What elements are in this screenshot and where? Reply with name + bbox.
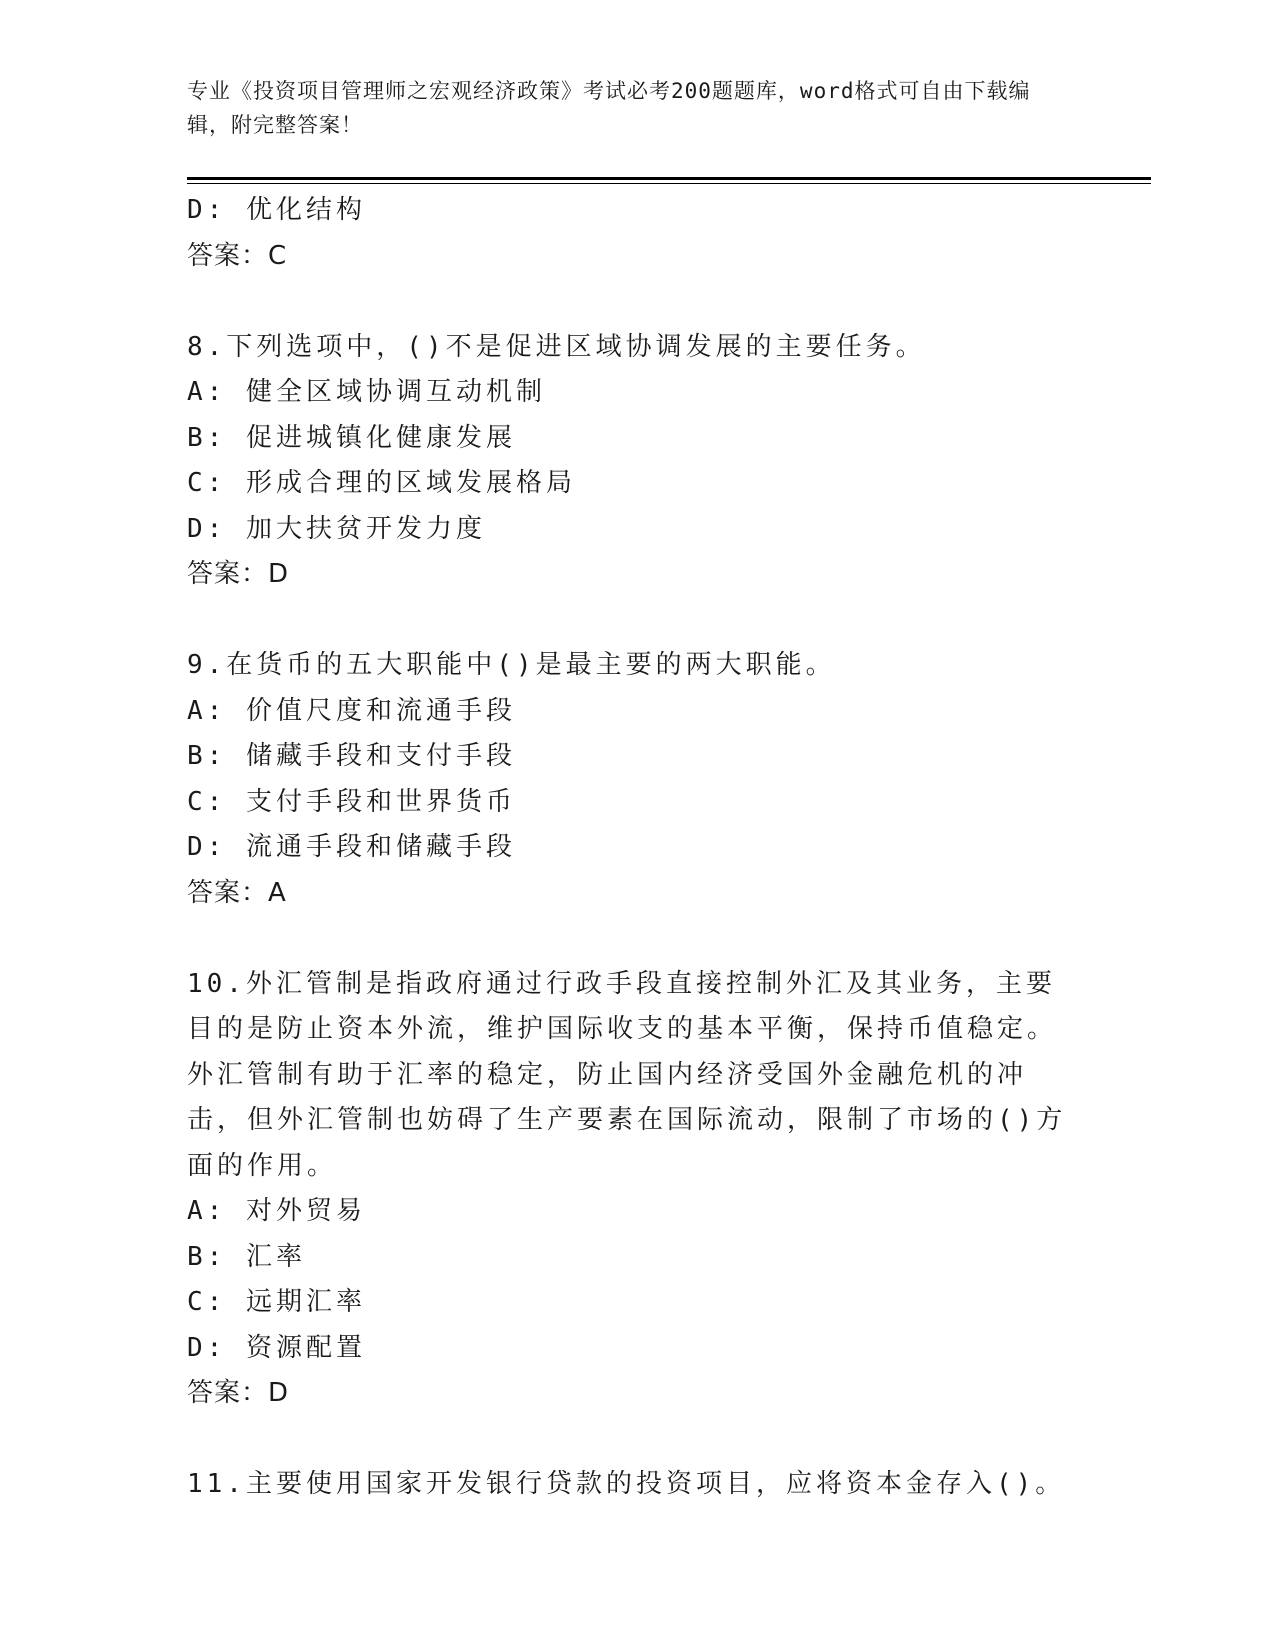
q10-option-d: D: 资源配置 (187, 1332, 366, 1363)
prev-option-d: D: 优化结构 (187, 195, 366, 225)
q8-option-a: A: 健全区域协调互动机制 (187, 377, 546, 407)
q8-option-d: D: 加大扶贫开发力度 (187, 513, 486, 544)
header-rule-thick (187, 177, 1151, 180)
document-header: 专业《投资项目管理师之宏观经济政策》考试必考200题题库，word格式可自由下载编辑，附完整答案！ (187, 79, 1031, 137)
q8-option-b: B: 促进城镇化健康发展 (187, 422, 516, 453)
q10-stem: 10.外汇管制是指政府通过行政手段直接控制外汇及其业务，主要目的是防止资本外流，维护国际收支的基本平衡，保持币值稳定。外汇管制有助于汇率的稳定，防止国内经济受国外金融危机的冲击，但外汇管制也妨碍了生产要素在国际流动，限制了市场的()方面的作用。 (187, 968, 1067, 1181)
q9-option-a: A: 价值尺度和流通手段 (187, 695, 516, 726)
q10-option-a: A: 对外贸易 (187, 1196, 366, 1226)
q8-answer: 答案：D (187, 559, 290, 589)
prev-answer: 答案：C (187, 240, 288, 271)
q8-stem: 8.下列选项中，()不是促进区域协调发展的主要任务。 (187, 331, 926, 362)
q9-stem: 9.在货币的五大职能中()是最主要的两大职能。 (187, 650, 836, 680)
q8-option-c: C: 形成合理的区域发展格局 (187, 468, 576, 498)
q10-option-b: B: 汇率 (187, 1241, 306, 1272)
q10-answer: 答案：D (187, 1378, 290, 1408)
question-list (187, 188, 1087, 1508)
q9-option-b: B: 储藏手段和支付手段 (187, 741, 516, 771)
q9-option-c: C: 支付手段和世界货币 (187, 786, 516, 817)
q11-stem: 11.主要使用国家开发银行贷款的投资项目，应将资本金存入()。 (187, 1469, 1066, 1499)
q9-option-d: D: 流通手段和储藏手段 (187, 832, 516, 862)
q10-option-c: C: 远期汇率 (187, 1287, 366, 1317)
q9-answer: 答案：A (187, 877, 287, 908)
header-rule-thin (187, 183, 1151, 184)
